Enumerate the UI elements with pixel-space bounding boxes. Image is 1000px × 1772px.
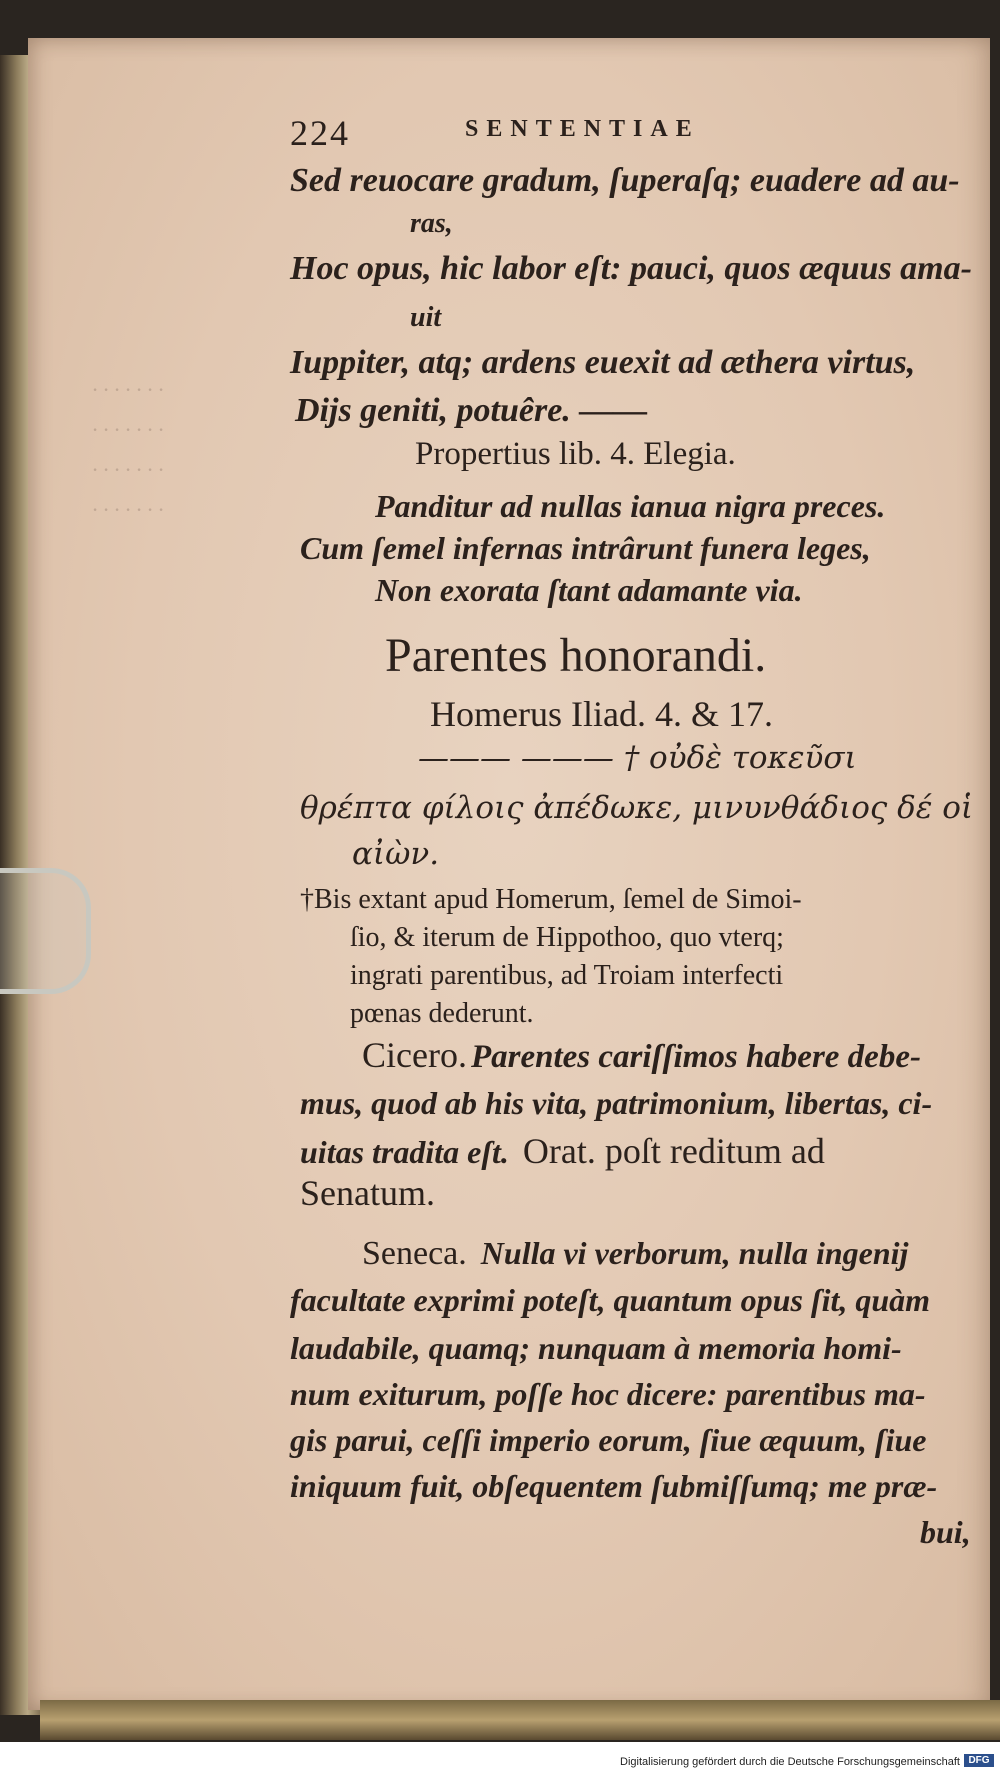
- text-line: Dijs geniti, potuêre. ——: [295, 392, 648, 429]
- text-line: laudabile, quamq; nunquam à memoria homi-: [290, 1330, 902, 1366]
- source-heading: Homerus Iliad. 4. & 17.: [430, 694, 773, 734]
- greek-line: ——— ——— † οὐδὲ τοκεῦσι: [418, 740, 857, 776]
- text-line: Cum ſemel infernas intrârunt funera leges,: [300, 530, 871, 566]
- citation-line: [362, 1034, 921, 1076]
- greek-line: αἰὼν.: [352, 836, 440, 872]
- text-line: Iuppiter, atq; ardens euexit ad æthera virtus,: [290, 344, 916, 381]
- greek-line: θρέπτα φίλοις ἀπέδωκε, μινυνθάδιος δέ οἱ: [300, 790, 974, 826]
- note-line: pœnas dederunt.: [350, 998, 534, 1029]
- text-line: Panditur ad nullas ianua nigra preces.: [375, 488, 886, 524]
- source-reference: Senatum.: [300, 1173, 435, 1213]
- citation-line: [362, 1235, 908, 1273]
- book-page: [28, 38, 990, 1710]
- citation-line: [300, 1130, 825, 1172]
- text-line: uit: [410, 302, 442, 333]
- funding-notice: Digitalisierung gefördert durch die Deutsche Forschungsgemeinschaft: [620, 1756, 960, 1768]
- dfg-logo: DFG: [964, 1754, 994, 1767]
- note-line: ſio, & iterum de Hippothoo, quo vterq;: [350, 922, 784, 953]
- page-block-edge: [40, 1700, 1000, 1740]
- text-line: mus, quod ab his vita, patrimonium, libertas, ci-: [300, 1085, 933, 1121]
- source-reference: Orat. poſt reditum ad: [522, 1131, 825, 1171]
- page-clip: [0, 868, 91, 994]
- text-line: gis parui, ceſſi imperio eorum, ſiue æquum, ſiue: [290, 1422, 927, 1458]
- text-line: Non exorata ſtant adamante via.: [375, 572, 803, 608]
- note-line: †Bis extant apud Homerum, ſemel de Simoi-: [300, 884, 802, 915]
- text-line: ras,: [410, 208, 453, 239]
- text-line: iniquum fuit, obſequentem ſubmiſſumq; me præ-: [290, 1468, 938, 1504]
- source-heading: Propertius lib. 4. Elegia.: [415, 436, 736, 472]
- page-number: 224: [290, 113, 350, 153]
- quote-text: Nulla vi verborum, nulla ingenij: [480, 1235, 909, 1271]
- bleed-through-text: · · · · · · · · · · · · · · · · · · · · · · · · · · · ·: [92, 377, 164, 522]
- author-name: Cicero.: [362, 1035, 467, 1075]
- note-line: ingrati parentibus, ad Troiam interfecti: [350, 960, 784, 991]
- section-heading: Parentes honorandi.: [385, 629, 767, 682]
- text-line: Hoc opus, hic labor eſt: pauci, quos æquus ama-: [290, 250, 972, 287]
- running-title: SENTENTIAE: [465, 116, 700, 142]
- quote-text: Parentes cariſſimos habere debe-: [470, 1039, 921, 1075]
- quote-text: uitas tradita eſt.: [300, 1134, 509, 1170]
- text-line: num exiturum, poſſe hoc dicere: parentibus ma-: [290, 1376, 926, 1412]
- author-name: Seneca.: [362, 1235, 467, 1272]
- text-line: facultate exprimi poteſt, quantum opus ſit, quàm: [290, 1282, 931, 1318]
- text-line: bui,: [920, 1514, 971, 1550]
- text-line: Sed reuocare gradum, ſuperaſq; euadere ad au-: [290, 162, 960, 199]
